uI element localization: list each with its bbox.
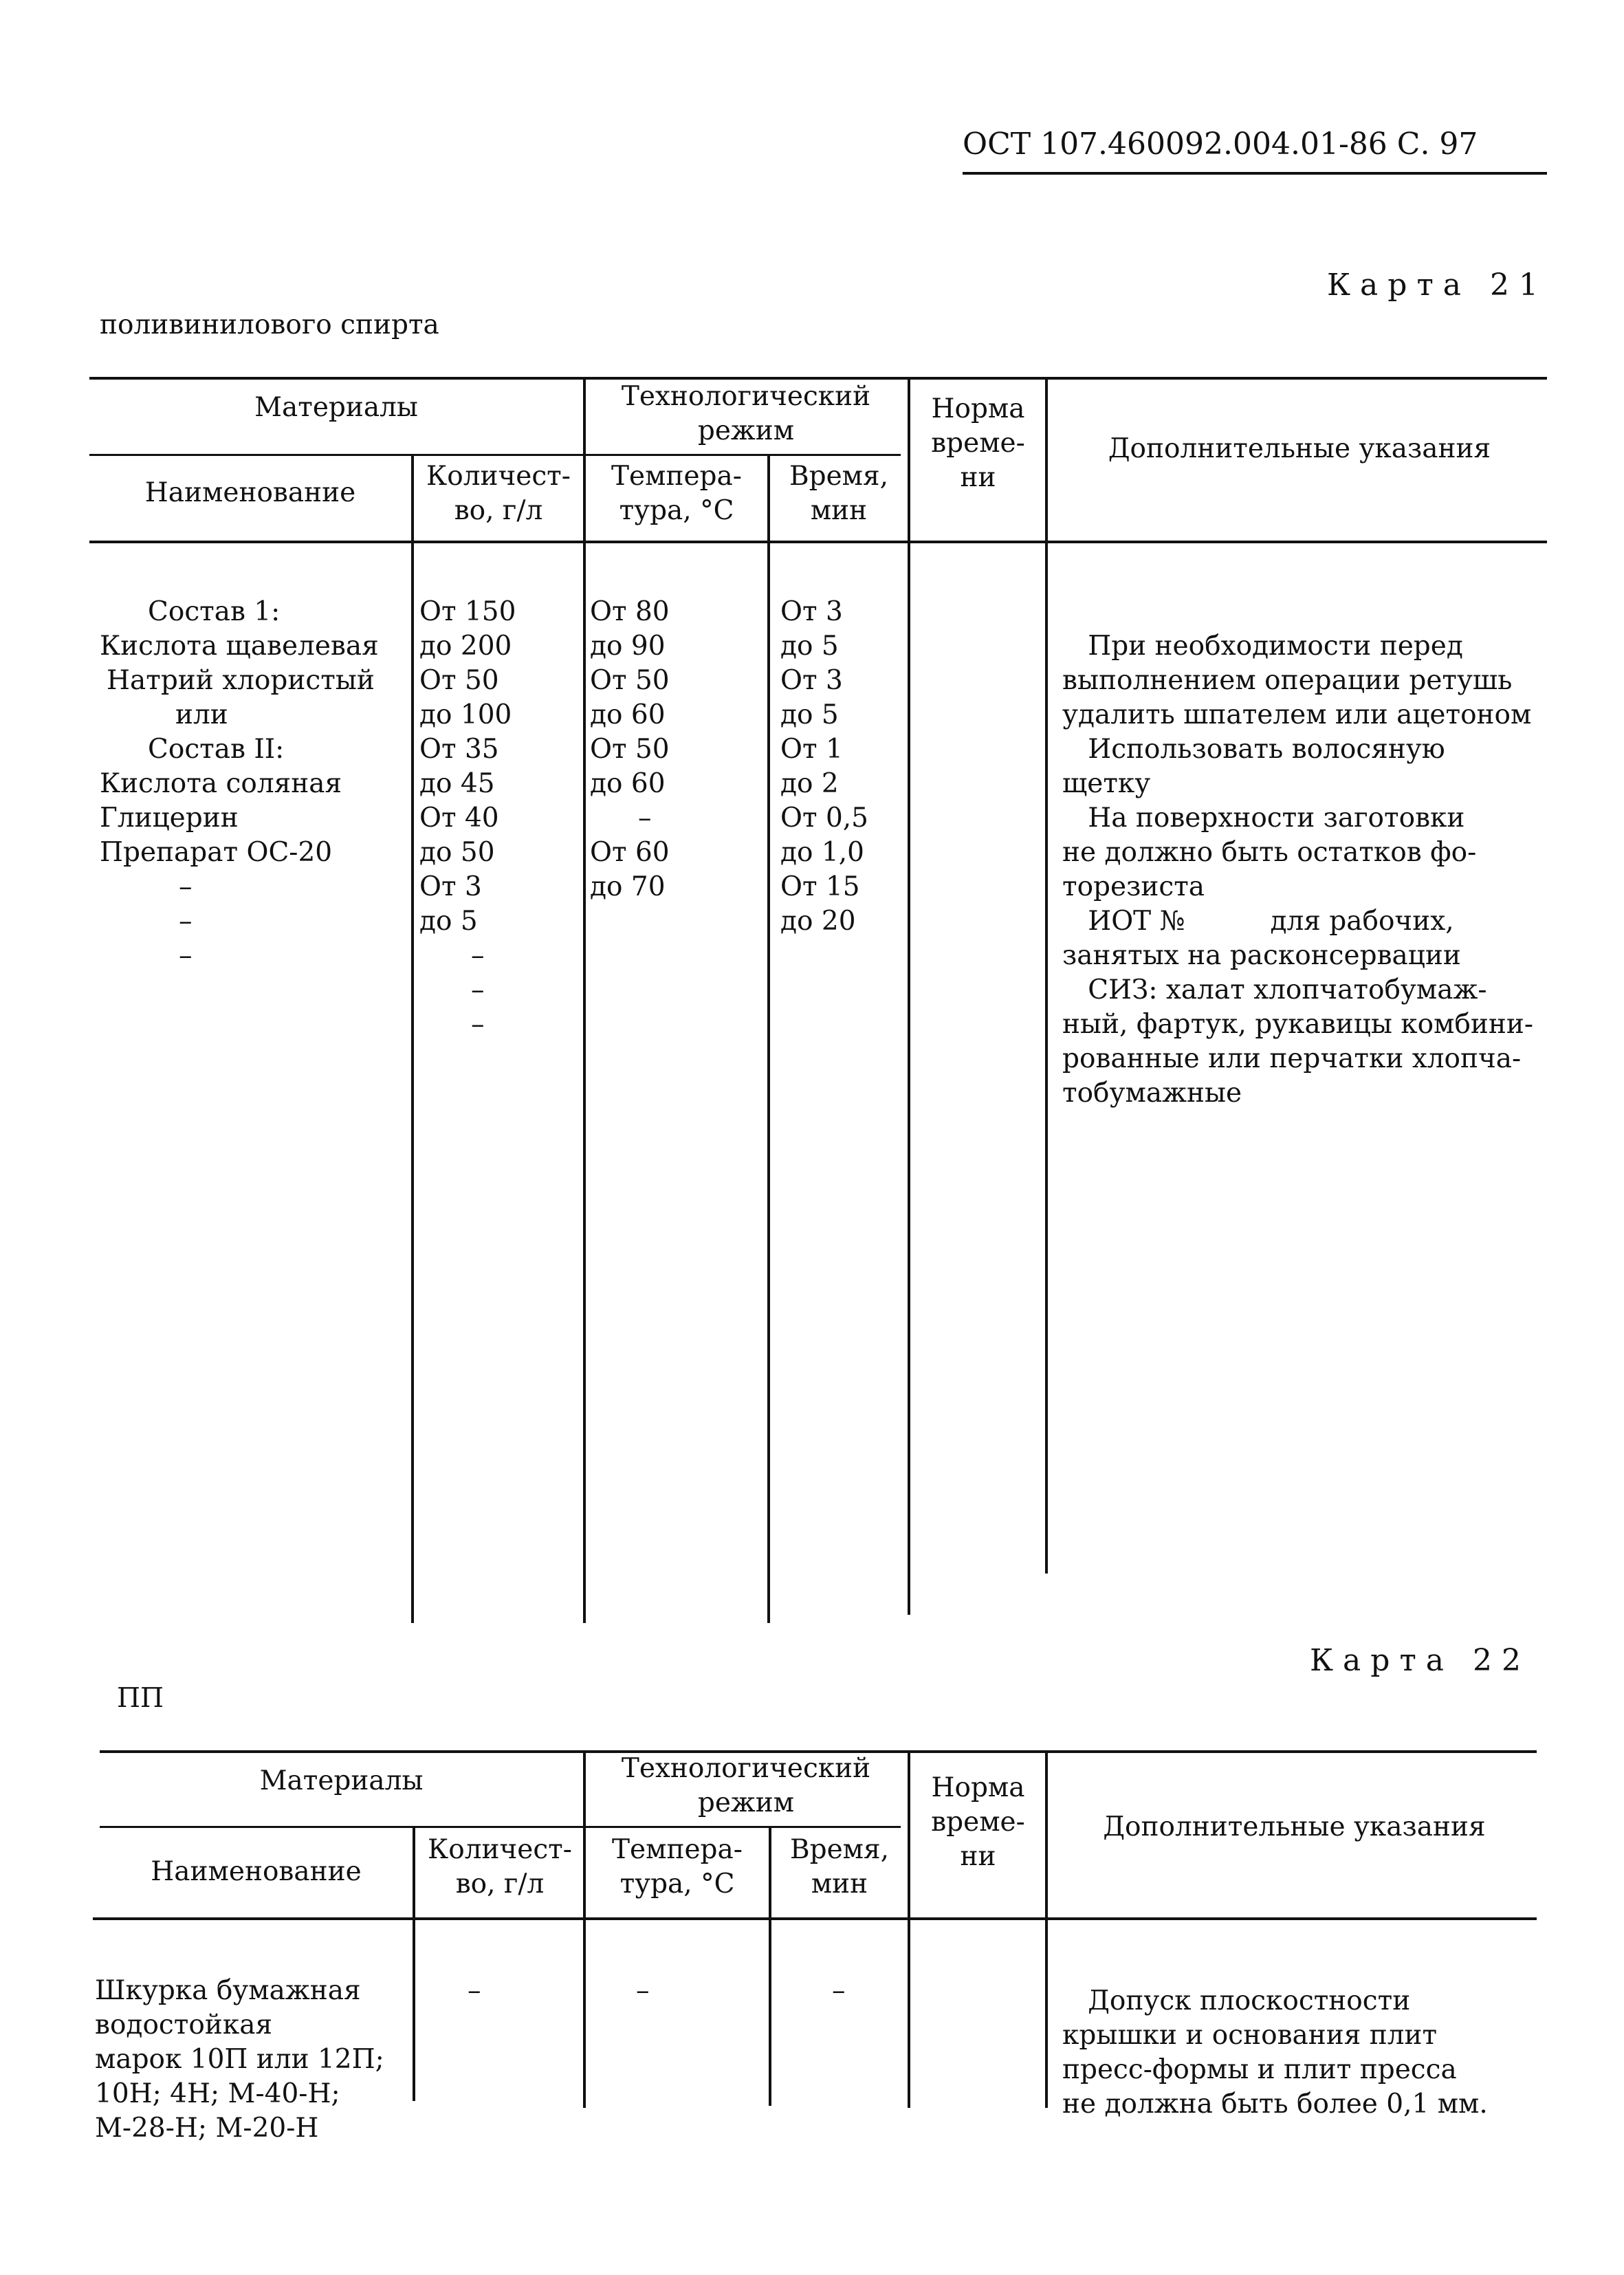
card-21-note-line: выполнением операции ретушь bbox=[1062, 665, 1513, 696]
card-21-note-line: При необходимости перед bbox=[1062, 631, 1463, 662]
card-22-vline-4 bbox=[908, 1750, 910, 2108]
card-21-quantity-cell: до 5 bbox=[419, 906, 478, 937]
card-21-name-cell: – bbox=[179, 940, 193, 971]
card-22-header-time: Время, мин bbox=[789, 1834, 890, 1900]
card-21-name-cell: или bbox=[175, 699, 228, 730]
card-21-quantity-cell: – bbox=[471, 1009, 485, 1040]
card-22-subtitle: ПП bbox=[117, 1683, 164, 1714]
card-21-note-line: На поверхности заготовки bbox=[1062, 803, 1465, 834]
card-22-vline-5 bbox=[1045, 1750, 1048, 2108]
card-21-name-cell: Состав 1: bbox=[148, 596, 281, 627]
card-22-header-name: Наименование bbox=[151, 1856, 362, 1887]
card-21-name-cell: Состав II: bbox=[148, 734, 285, 765]
card-21-quantity-cell: до 45 bbox=[419, 768, 495, 799]
card-21-vline-4 bbox=[908, 377, 910, 1615]
card-21-temperature-cell: От 50 bbox=[590, 734, 670, 765]
document-number: ОСТ 107.460092.004.01-86 С. 97 bbox=[963, 127, 1478, 162]
card-21-vline-1 bbox=[411, 455, 414, 1623]
card-22-vline-3 bbox=[769, 1827, 771, 2106]
card-21-vline-5 bbox=[1045, 377, 1048, 1574]
card-22-temperature-cell: – bbox=[636, 1975, 650, 2006]
card-22-header-tech-mode: Технологический режим bbox=[621, 1753, 871, 1818]
card-21-header-time: Время, мин bbox=[789, 461, 889, 526]
card-21-temperature-cell: до 60 bbox=[590, 699, 666, 730]
card-22-header-additional: Дополнительные указания bbox=[1103, 1811, 1486, 1842]
card-22-header-temperature: Темпера- тура, °С bbox=[612, 1834, 743, 1900]
card-21-quantity-cell: От 40 bbox=[419, 803, 499, 834]
card-21-quantity-cell: От 50 bbox=[419, 665, 499, 696]
card-22-name-line: водостойкая bbox=[95, 2010, 273, 2040]
card-21-notes-column bbox=[1062, 629, 1544, 1111]
card-21-temperature-cell: до 70 bbox=[590, 871, 666, 902]
card-21-name-column bbox=[100, 595, 409, 973]
card-22-vline-1 bbox=[413, 1827, 415, 2101]
card-21-header-norm: Норма време- ни bbox=[931, 393, 1025, 493]
card-22-note-line: Допуск плоскостности bbox=[1062, 1985, 1411, 2016]
card-21-name-cell: – bbox=[179, 871, 193, 902]
card-21-vline-3 bbox=[767, 455, 770, 1623]
card-21-temperature-cell: От 80 bbox=[590, 596, 670, 627]
card-21-temperature-column bbox=[590, 595, 765, 904]
card-21-note-line: удалить шпателем или ацетоном bbox=[1062, 699, 1532, 730]
card-22-name-line: М-28-Н; М-20-Н bbox=[95, 2113, 319, 2144]
card-22-time-cell: – bbox=[832, 1975, 846, 2006]
card-21-header-materials: Материалы bbox=[254, 392, 418, 423]
card-21-header-quantity: Количест- во, г/л bbox=[426, 461, 571, 526]
card-21-temperature-cell: – bbox=[638, 803, 652, 834]
card-21-temperature-cell: до 60 bbox=[590, 768, 666, 799]
card-21-name-cell: Кислота соляная bbox=[100, 768, 342, 799]
card-22-name-line: марок 10П или 12П; bbox=[95, 2044, 384, 2075]
card-21-quantity-cell: – bbox=[471, 975, 485, 1005]
card-21-time-cell: От 15 bbox=[780, 871, 860, 902]
card-22-note-line: не должна быть более 0,1 мм. bbox=[1062, 2089, 1488, 2120]
card-22-sub-rule bbox=[100, 1826, 901, 1828]
card-21-quantity-cell: От 3 bbox=[419, 871, 482, 902]
card-21-time-cell: От 3 bbox=[780, 665, 843, 696]
card-21-temperature-cell: От 60 bbox=[590, 837, 670, 868]
card-21-name-cell: Кислота щавелевая bbox=[100, 631, 379, 662]
card-21-quantity-cell: до 100 bbox=[419, 699, 512, 730]
card-21-label: Карта 21 bbox=[1327, 268, 1548, 303]
card-21-note-line: тобумажные bbox=[1062, 1078, 1242, 1109]
card-21-vline-2 bbox=[583, 377, 586, 1623]
card-21-name-cell: Глицерин bbox=[100, 803, 239, 834]
card-21-note-line: Использовать волосяную bbox=[1062, 734, 1445, 765]
card-21-head-rule bbox=[89, 541, 1547, 543]
card-21-note-line: занятых на расконсервации bbox=[1062, 940, 1461, 971]
card-21-quantity-cell: до 200 bbox=[419, 631, 512, 662]
card-21-name-cell: Натрий хлористый bbox=[107, 665, 375, 696]
card-21-note-line: не должно быть остатков фо- bbox=[1062, 837, 1477, 868]
card-22-header-quantity: Количест- во, г/л bbox=[428, 1834, 572, 1900]
card-21-time-cell: до 2 bbox=[780, 768, 839, 799]
card-22-quantity-cell: – bbox=[468, 1975, 481, 2006]
card-22-header-norm: Норма време- ни bbox=[931, 1772, 1025, 1872]
card-21-quantity-cell: От 150 bbox=[419, 596, 516, 627]
card-21-header-temperature: Темпера- тура, °С bbox=[611, 461, 742, 526]
card-22-label: Карта 22 bbox=[1310, 1643, 1530, 1678]
card-21-quantity-cell: до 50 bbox=[419, 837, 495, 868]
card-22-notes-column bbox=[1062, 1984, 1537, 2122]
card-21-time-cell: От 1 bbox=[780, 734, 843, 765]
card-21-time-column bbox=[780, 595, 904, 939]
card-21-note-line: щетку bbox=[1062, 768, 1151, 799]
card-21-quantity-cell: От 35 bbox=[419, 734, 499, 765]
card-22-vline-2 bbox=[583, 1750, 586, 2108]
card-21-subtitle: поливинилового спирта bbox=[100, 309, 439, 340]
card-22-name-line: Шкурка бумажная bbox=[95, 1975, 361, 2006]
card-21-time-cell: до 5 bbox=[780, 699, 839, 730]
card-21-note-line: торезиста bbox=[1062, 871, 1205, 902]
card-22-head-rule bbox=[93, 1917, 1537, 1920]
card-21-quantity-column bbox=[419, 595, 581, 1042]
card-21-header-additional: Дополнительные указания bbox=[1108, 433, 1491, 464]
card-21-note-line: СИЗ: халат хлопчатобумаж- bbox=[1062, 975, 1487, 1005]
card-21-name-cell: Препарат ОС-20 bbox=[100, 837, 333, 868]
card-21-note-line: ный, фартук, рукавицы комбини- bbox=[1062, 1009, 1534, 1040]
card-22-header-materials: Материалы bbox=[259, 1765, 424, 1796]
card-21-header-name: Наименование bbox=[144, 477, 356, 508]
card-21-header-tech-mode: Технологический режим bbox=[621, 381, 871, 446]
card-21-sub-rule bbox=[89, 454, 901, 456]
card-21-time-cell: до 20 bbox=[780, 906, 856, 937]
card-21-note-line: ИОТ № для рабочих, bbox=[1062, 906, 1454, 937]
card-21-time-cell: От 3 bbox=[780, 596, 843, 627]
card-22-name-column bbox=[95, 1974, 411, 2146]
card-22-name-line: 10Н; 4Н; М-40-Н; bbox=[95, 2078, 340, 2109]
card-21-quantity-cell: – bbox=[471, 940, 485, 971]
card-22-note-line: пресс-формы и плит пресса bbox=[1062, 2054, 1457, 2085]
card-21-note-line: рованные или перчатки хлопча- bbox=[1062, 1043, 1522, 1074]
header-rule bbox=[963, 172, 1547, 175]
card-21-time-cell: От 0,5 bbox=[780, 803, 868, 834]
card-22-note-line: крышки и основания плит bbox=[1062, 2020, 1438, 2051]
card-21-temperature-cell: до 90 bbox=[590, 631, 666, 662]
card-21-temperature-cell: От 50 bbox=[590, 665, 670, 696]
card-21-time-cell: до 1,0 bbox=[780, 837, 864, 868]
card-21-time-cell: до 5 bbox=[780, 631, 839, 662]
card-21-name-cell: – bbox=[179, 906, 193, 937]
